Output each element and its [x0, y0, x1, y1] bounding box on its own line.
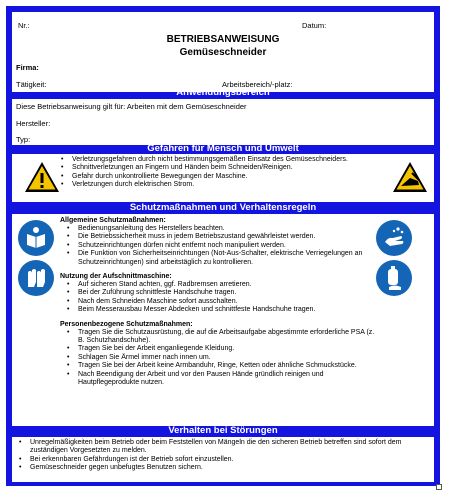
stoerungen-list — [12, 439, 430, 473]
allgemein-title: Allgemeine Schutzmaßnahmen: — [60, 217, 166, 224]
hersteller-label: Hersteller: — [16, 119, 51, 128]
nutzung-item: • Auf sicheren Stand achten, ggf. Radbremsen arretieren. — [60, 281, 380, 289]
personen-list — [60, 329, 380, 388]
schutz-heading: Schutzmaßnahmen und Verhaltensregeln — [129, 202, 317, 213]
nutzung-item: • Bei der Zuführung schnittfeste Handschuhe tragen. — [60, 289, 380, 297]
document-subtitle: Gemüseschneider — [179, 47, 267, 58]
operating-instruction-document — [6, 6, 440, 486]
nutzung-list — [60, 281, 380, 315]
gefahren-panel — [12, 154, 434, 202]
allgemein-item: • Bedienungsanleitung des Herstellers beachten. — [60, 225, 380, 233]
anwendungsbereich-heading: Anwendungsbereich — [176, 87, 270, 98]
gefahren-item: • Schnittverletzungen an Fingern und Händen beim Schneiden/Reinigen. — [54, 164, 374, 172]
gefahren-item: • Gefahr durch unkontrollierte Bewegungen der Maschine. — [54, 173, 374, 181]
personen-item: • Tragen Sie die Schutzausrüstung, die auf die Arbeitsaufgabe abgestimmte erforderliche PSA (z. B. Schutzhandschuhe). — [60, 329, 380, 346]
allgemein-list — [60, 225, 380, 267]
anwendungsbereich-panel — [12, 99, 434, 145]
typ-label: Typ: — [16, 135, 31, 144]
stoerungen-item: • Unregelmäßigkeiten beim Betrieb oder beim Feststellen von Mängeln die den sicheren Betrieb betreffen sind sofort dem zuständigen Vorgesetzten zu melden. — [12, 439, 430, 456]
personen-item: • Nach Beendigung der Arbeit und vor den Pausen Hände gründlich reinigen und Hautpflegeprodukte nutzen. — [60, 371, 380, 388]
gefahren-item: • Verletzungen durch elektrischen Strom. — [54, 181, 374, 189]
hand-cut-warning-icon — [392, 161, 428, 193]
gefahren-list — [54, 156, 374, 190]
nutzung-item: • Beim Messerausbau Messer Abdecken und schnittfeste Handschuhe tragen. — [60, 306, 380, 314]
personen-item: • Tragen Sie bei der Arbeit keine Armbanduhr, Ringe, Ketten oder ähnliche Schmuckstücke. — [60, 362, 380, 370]
wash-hands-icon — [376, 220, 412, 256]
resize-handle[interactable] — [436, 484, 442, 490]
stoerungen-item: • Bei erkennbaren Gefährdungen ist der Betrieb sofort einzustellen. — [12, 456, 430, 464]
schutz-panel — [12, 214, 434, 426]
allgemein-item: • Schutzeinrichtungen dürfen nicht entfernt noch manipuliert werden. — [60, 242, 380, 250]
schutz-content — [60, 216, 380, 388]
taetigkeit-label: Tätigkeit: — [16, 80, 47, 89]
document-title: BETRIEBSANWEISUNG — [166, 34, 280, 45]
nutzung-title: Nutzung der Aufschnittmaschine: — [60, 273, 172, 281]
read-manual-icon — [18, 220, 54, 256]
header-panel — [12, 12, 434, 92]
skin-protection-icon — [376, 260, 412, 296]
allgemein-item: • Die Betriebssicherheit muss in jedem Betriebszustand gewährleistet werden. — [60, 233, 380, 241]
stoerungen-item: • Gemüseschneider gegen unbefugtes Benutzen sichern. — [12, 464, 430, 472]
personen-title: Personenbezogene Schutzmaßnahmen: — [60, 320, 193, 328]
nr-label: Nr.: — [18, 21, 30, 30]
stoerungen-panel — [12, 437, 434, 482]
arbeitsbereich-label: Arbeitsbereich/-platz: — [222, 80, 293, 89]
nutzung-item: • Nach dem Schneiden Maschine sofort ausschalten. — [60, 298, 380, 306]
datum-label: Datum: — [302, 21, 327, 30]
scope-text: Diese Betriebsanweisung gilt für: Arbeiten mit dem Gemüseschneider — [16, 102, 247, 111]
gefahren-heading: Gefahren für Mensch und Umwelt — [147, 143, 299, 154]
personen-item: • Schlagen Sie Ärmel immer nach innen um. — [60, 354, 380, 362]
wear-gloves-icon — [18, 260, 54, 296]
firma-label: Firma: — [16, 63, 39, 72]
stoerungen-heading: Verhalten bei Störungen — [168, 425, 278, 436]
allgemein-item: • Die Funktion von Sicherheitseinrichtungen (Not-Aus-Schalter, elektrische Verriegelungen an Schutzeinrichtungen) sind arbeitstäglich zu kontrollieren. — [60, 250, 380, 267]
personen-item: • Tragen Sie bei der Arbeit enganliegende Kleidung. — [60, 345, 380, 353]
gefahren-item: • Verletzungsgefahren durch nicht bestimmungsgemäßen Einsatz des Gemüseschneiders. — [54, 156, 374, 164]
